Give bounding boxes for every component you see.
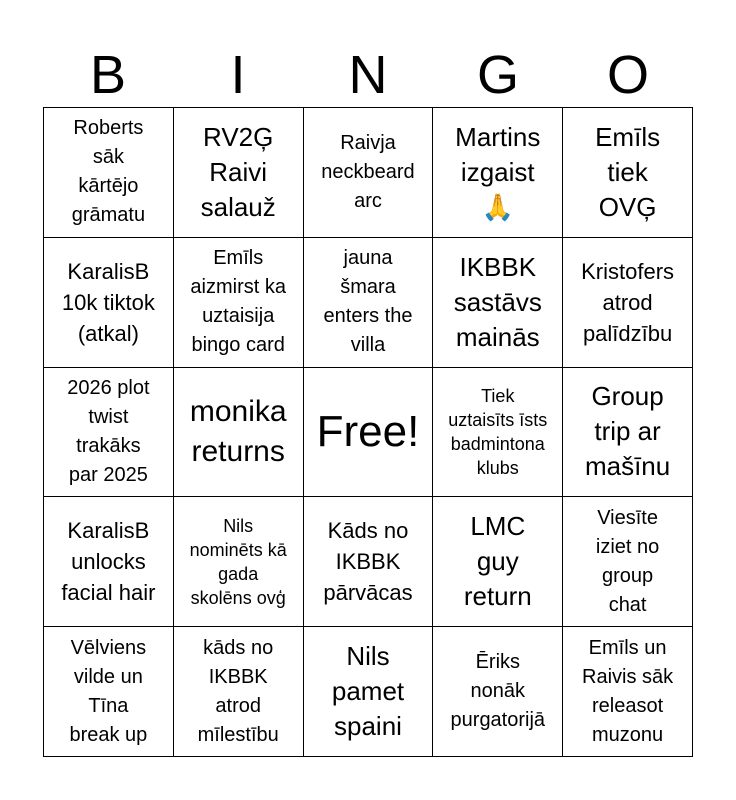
bingo-cell[interactable]	[563, 108, 693, 238]
bingo-cell-text: Nils nominēts kā gada skolēns ovģ	[189, 515, 287, 608]
bingo-grid	[43, 107, 693, 757]
bingo-cell-text: Emīls tiek OVĢ	[595, 121, 661, 222]
bingo-cell-text: IKBBK sastāvs mainās	[453, 251, 542, 352]
free-space-cell[interactable]	[304, 368, 434, 498]
bingo-cell[interactable]	[44, 238, 174, 368]
bingo-cell-text: Free!	[316, 406, 420, 456]
bingo-cell-text: jauna šmara enters the villa	[323, 247, 413, 357]
bingo-cell[interactable]	[44, 497, 174, 627]
bingo-cell[interactable]	[174, 627, 304, 757]
bingo-cell-text: KaralisB unlocks facial hair	[61, 518, 156, 606]
bingo-cell-text: 2026 plot twist trakāks par 2025	[67, 376, 150, 486]
bingo-cell[interactable]	[433, 627, 563, 757]
bingo-cell[interactable]	[174, 108, 304, 238]
bingo-cell[interactable]	[433, 108, 563, 238]
bingo-cell[interactable]	[304, 627, 434, 757]
bingo-cell[interactable]	[174, 238, 304, 368]
bingo-cell-text: LMC guy return	[463, 511, 532, 612]
bingo-cell-text: Vēlviens vilde un Tīna break up	[69, 636, 148, 746]
bingo-cell-text: Kristofers atrod palīdzību	[581, 258, 675, 346]
bingo-cell[interactable]	[44, 627, 174, 757]
bingo-header	[43, 44, 693, 106]
bingo-cell[interactable]	[433, 497, 563, 627]
header-letter-o: O	[606, 45, 649, 105]
bingo-cell[interactable]	[304, 238, 434, 368]
bingo-cell-text: Ēriks nonāk purgatorijā	[450, 651, 546, 732]
bingo-cell-text: Roberts sāk kārtējo grāmatu	[71, 117, 146, 227]
bingo-cell[interactable]	[174, 497, 304, 627]
header-letter-n: N	[348, 45, 388, 105]
bingo-cell-text: Viesīte iziet no group chat	[595, 506, 660, 616]
bingo-cell-text: Emīls aizmirst ka uztaisija bingo card	[190, 247, 286, 357]
header-letter-g: G	[476, 45, 519, 105]
bingo-cell-text: Kāds no IKBBK pārvācas	[323, 518, 413, 606]
header-letter-b: B	[89, 45, 127, 105]
bingo-cell-text: Martins izgaist 🙏	[455, 121, 541, 222]
bingo-cell[interactable]	[433, 368, 563, 498]
bingo-cell-text: Nils pamet spaini	[331, 641, 405, 742]
bingo-cell-text: monika returns	[189, 394, 287, 468]
bingo-cell-text: Raivja neckbeard arc	[321, 131, 415, 212]
bingo-cell-text: kāds no IKBBK atrod mīlestību	[197, 636, 279, 746]
bingo-cell-text: Tiek uztaisīts īsts badmintona klubs	[448, 385, 548, 478]
bingo-cell[interactable]	[563, 238, 693, 368]
bingo-cell[interactable]	[563, 368, 693, 498]
bingo-cell-text: Emīls un Raivis sāk releasot muzonu	[582, 636, 674, 746]
bingo-cell[interactable]	[304, 497, 434, 627]
bingo-cell[interactable]	[433, 238, 563, 368]
bingo-cell[interactable]	[563, 497, 693, 627]
bingo-cell[interactable]	[44, 368, 174, 498]
bingo-cell[interactable]	[304, 108, 434, 238]
bingo-cell-text: RV2Ģ Raivi salauž	[200, 121, 276, 222]
header-letter-i: I	[230, 45, 246, 105]
bingo-cell[interactable]	[44, 108, 174, 238]
bingo-cell-text: Group trip ar mašīnu	[584, 381, 671, 482]
bingo-cell[interactable]	[563, 627, 693, 757]
bingo-cell[interactable]	[174, 368, 304, 498]
bingo-cell-text: KaralisB 10k tiktok (atkal)	[61, 258, 155, 346]
